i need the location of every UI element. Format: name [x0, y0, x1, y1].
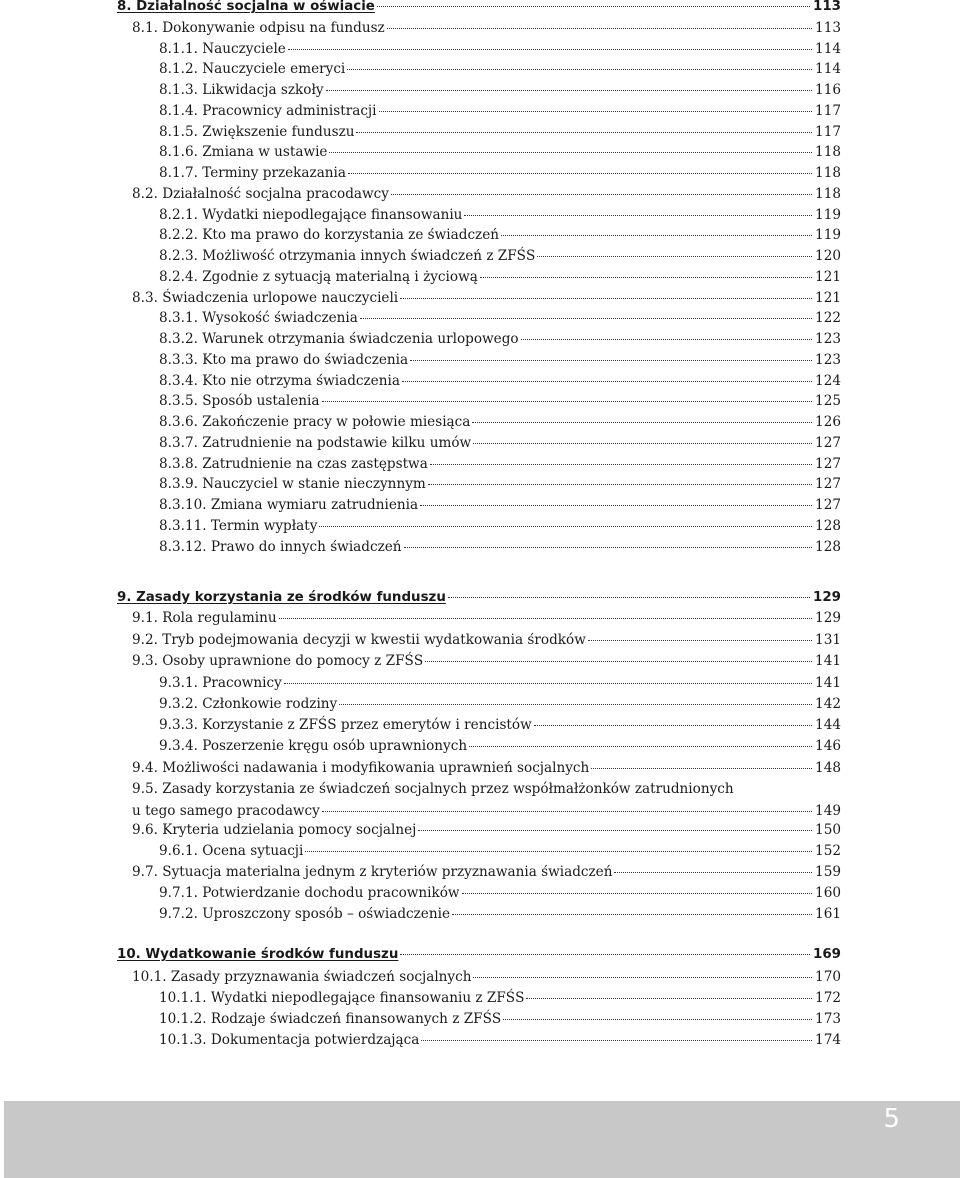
toc-page-number: 148 [815, 760, 841, 776]
toc-entry-title: 8.3.11. Termin wypłaty [159, 517, 318, 534]
toc-entry[interactable] [159, 38, 841, 60]
toc-page-number: 127 [815, 455, 841, 472]
toc-entry-title: 9.6. Kryteria udzielania pomocy socjalnej [132, 822, 417, 838]
toc-entry-title: 8.3.4. Kto nie otrzyma świadczenia [159, 372, 400, 389]
toc-entry[interactable] [159, 121, 841, 143]
toc-entry-row [159, 224, 841, 246]
dot-leader [526, 998, 812, 999]
toc-entry-title: 9. Zasady korzystania ze środków funduszu [117, 590, 446, 605]
toc-entry[interactable] [159, 987, 841, 1009]
toc-entry-row [132, 861, 841, 883]
toc-page-number: 150 [815, 822, 841, 838]
toc-entry-title: 10.1.3. Dokumentacja potwierdzająca [159, 1032, 420, 1048]
toc-entry-row [132, 17, 841, 39]
toc-entry-row [159, 162, 841, 184]
toc-entry[interactable] [159, 735, 841, 757]
dot-leader [279, 618, 812, 619]
toc-entry-title: 8.3.6. Zakończenie pracy w połowie miesiąca [159, 414, 471, 430]
toc-entry-row [159, 987, 841, 1009]
footer-bar [4, 1101, 960, 1178]
dot-leader [521, 339, 812, 340]
dot-leader [347, 69, 812, 70]
dot-leader [377, 6, 810, 7]
toc-page-number: 113 [813, 0, 841, 14]
toc-entry-row [159, 840, 841, 862]
toc-entry[interactable] [159, 672, 841, 694]
toc-page-number: 119 [815, 206, 841, 223]
toc-entry-title: 9.4. Możliwości nadawania i modyfikowania uprawnień socjalnych [132, 760, 590, 776]
toc-entry-row [159, 58, 841, 80]
toc-entry-row [132, 629, 841, 651]
toc-entry-row [132, 966, 841, 988]
toc-page-number: 126 [815, 414, 841, 430]
toc-entry-row [159, 515, 841, 537]
toc-entry-title: u tego samego pracodawcy [132, 803, 320, 819]
toc-entry-row [117, 944, 841, 966]
toc-page-number: 117 [815, 102, 841, 119]
toc-entry[interactable] [132, 861, 841, 883]
dot-leader [288, 49, 812, 50]
toc-entry-row [159, 100, 841, 122]
toc-entry-row [159, 453, 841, 475]
dot-leader [319, 526, 812, 527]
toc-page-number: 119 [815, 227, 841, 244]
toc-page-number: 161 [815, 906, 841, 922]
dot-leader [418, 830, 812, 831]
toc-entry[interactable] [159, 515, 841, 537]
toc-entry[interactable] [159, 882, 841, 904]
toc-entry-title: 8.2.2. Kto ma prawo do korzystania ze świadczeń [159, 227, 500, 244]
toc-entry-row [132, 183, 841, 205]
toc-entry-title: 8.3. Świadczenia urlopowe nauczycieli [132, 289, 399, 306]
dot-leader [503, 1019, 812, 1020]
toc-entry-title: 8.2.3. Możliwość otrzymania innych świadczeń z ZFŚS [159, 248, 536, 264]
toc-entry[interactable] [132, 757, 841, 779]
dot-leader [400, 954, 810, 955]
toc-entry-row [159, 38, 841, 60]
dot-leader [588, 640, 812, 641]
dot-leader [322, 401, 813, 402]
toc-entry-row [159, 1029, 841, 1051]
toc-entry[interactable] [159, 714, 841, 736]
toc-entry-row [159, 79, 841, 101]
toc-entry-row [159, 370, 841, 392]
toc-entry[interactable] [159, 370, 841, 392]
toc-page-number: 141 [815, 653, 841, 669]
toc-entry-title: 8.3.1. Wysokość świadczenia [159, 310, 358, 327]
dot-leader [452, 914, 812, 915]
dot-leader [464, 215, 812, 216]
toc-entry-row [117, 0, 841, 18]
toc-page-number: 128 [815, 538, 841, 555]
toc-page-number: 113 [815, 19, 841, 36]
dot-leader [339, 704, 812, 705]
dot-leader [480, 277, 812, 278]
toc-entry-row [159, 245, 841, 267]
toc-entry-title: 8.2. Działalność socjalna pracodawcy [132, 185, 389, 202]
toc-entry-title: 9.3.2. Członkowie rodziny [159, 696, 338, 712]
dot-leader [448, 597, 810, 598]
dot-leader [430, 464, 812, 465]
toc-page-number: 116 [815, 82, 841, 98]
toc-page-number: 124 [815, 372, 841, 389]
toc-page-number: 127 [815, 476, 841, 493]
dot-leader [462, 893, 812, 894]
toc-entry[interactable] [159, 245, 841, 267]
dot-leader [400, 298, 812, 299]
toc-page-number: 174 [815, 1032, 841, 1048]
toc-page-number: 129 [815, 610, 841, 626]
toc-entry-title: 9.5. Zasady korzystania ze świadczeń socjalnych przez współmałżonków zatrudnionych [132, 781, 734, 797]
dot-leader [360, 318, 812, 319]
toc-entry[interactable] [132, 607, 841, 629]
toc-entry-title: 9.3.4. Poszerzenie kręgu osób uprawnionych [159, 738, 468, 754]
toc-page-number: 131 [815, 632, 841, 648]
toc-entry-title: 8.3.5. Sposób ustalenia [159, 393, 320, 410]
toc-entry-title: 9.3.3. Korzystanie z ZFŚS przez emerytów i rencistów [159, 717, 532, 733]
toc-entry-title: 9.2. Tryb podejmowania decyzji w kwestii wydatkowania środków [132, 632, 586, 648]
toc-entry-title: 8.3.2. Warunek otrzymania świadczenia urlopowego [159, 331, 519, 347]
toc-page-number: 117 [815, 123, 841, 140]
toc-page-number: 129 [813, 590, 841, 605]
toc-entry-title: 9.7.1. Potwierdzanie dochodu pracowników [159, 885, 460, 901]
toc-page-number: 159 [815, 864, 841, 880]
toc-entry-row [159, 349, 841, 371]
toc-page-number: 172 [815, 990, 841, 1006]
toc-entry-title: 9.7. Sytuacja materialna jednym z kryteriów przyznawania świadczeń [132, 864, 613, 880]
dot-leader [391, 194, 812, 195]
toc-entry-row [159, 411, 841, 433]
toc-page-number: 160 [815, 885, 841, 901]
dot-leader [322, 811, 812, 812]
dot-leader [501, 235, 812, 236]
toc-entry[interactable] [159, 58, 841, 80]
toc-entry-title: 9.3. Osoby uprawnione do pomocy z ZFŚS [132, 653, 424, 669]
dot-leader [379, 111, 813, 112]
toc-page-number: 122 [815, 310, 841, 327]
toc-page-number: 114 [815, 61, 841, 78]
dot-leader [420, 505, 812, 506]
toc-entry-row [159, 121, 841, 143]
toc-entry-row [159, 328, 841, 350]
toc-entry-row [132, 650, 841, 672]
toc-entry-row [159, 432, 841, 454]
toc-entry-row [159, 536, 841, 558]
toc-entry[interactable] [159, 266, 841, 288]
toc-page-number: 152 [815, 843, 841, 859]
toc-page-number: 123 [815, 351, 841, 368]
toc-entry-title: 8.3.12. Prawo do innych świadczeń [159, 538, 402, 555]
dot-leader [387, 28, 812, 29]
toc-entry[interactable] [132, 650, 841, 672]
toc-entry-row [132, 287, 841, 309]
toc-entry-title: 8.3.7. Zatrudnienie na podstawie kilku umów [159, 434, 472, 451]
toc-entry-row [159, 714, 841, 736]
dot-leader [284, 683, 812, 684]
toc-chapter[interactable] [117, 0, 841, 18]
toc-page-number: 125 [815, 393, 841, 410]
dot-leader [473, 443, 812, 444]
toc-chapter[interactable] [117, 944, 841, 966]
toc-entry[interactable] [159, 453, 841, 475]
toc-entry-title: 8.1.7. Terminy przekazania [159, 165, 346, 181]
toc-entry-title: 8.1.1. Nauczyciele [159, 40, 286, 57]
dot-leader [326, 90, 813, 91]
dot-leader [305, 851, 812, 852]
toc-entry-title: 9.6.1. Ocena sytuacji [159, 843, 304, 859]
toc-entry-row [159, 1008, 841, 1030]
toc-entry[interactable] [159, 204, 841, 226]
toc-entry-title: 8.1.2. Nauczyciele emeryci [159, 61, 346, 78]
toc-entry-title: 8.3.9. Nauczyciel w stanie nieczynnym [159, 476, 426, 493]
toc-entry-title: 8.1.4. Pracownicy administracji [159, 102, 377, 119]
toc-page-number: 149 [815, 803, 841, 819]
toc-entry[interactable] [159, 903, 841, 925]
toc-page-number: 127 [815, 434, 841, 451]
toc-entry[interactable] [132, 629, 841, 651]
toc-entry-title: 9.7.2. Uproszczony sposób – oświadczenie [159, 906, 451, 922]
toc-entry-row [159, 266, 841, 288]
toc-entry-title: 8.1.5. Zwiększenie funduszu [159, 123, 355, 140]
toc-entry-title: 9.3.1. Pracownicy [159, 675, 282, 691]
toc-page-number: 144 [815, 717, 841, 733]
toc-entry-row [159, 307, 841, 329]
toc-chapter[interactable] [117, 587, 841, 609]
toc-entry-title: 8.3.8. Zatrudnienie na czas zastępstwa [159, 455, 428, 472]
toc-page-number: 128 [815, 517, 841, 534]
toc-entry-row [132, 607, 841, 629]
toc-entry[interactable] [159, 390, 841, 412]
dot-leader [537, 256, 812, 257]
dot-leader [473, 977, 812, 978]
toc-entry[interactable] [159, 141, 841, 163]
dot-leader [591, 768, 812, 769]
toc-entry-title: 8. Działalność socjalna w oświacie [117, 0, 375, 14]
toc-page-number: 121 [815, 289, 841, 306]
toc-entry-title: 8.2.1. Wydatki niepodlegające finansowaniu [159, 206, 463, 223]
toc-entry-title: 9.1. Rola regulaminu [132, 610, 277, 626]
toc-page-number: 173 [815, 1011, 841, 1027]
toc-page-number: 127 [815, 497, 841, 513]
dot-leader [425, 661, 812, 662]
toc-entry-row [159, 473, 841, 495]
toc-page-number: 120 [815, 248, 841, 264]
toc-page-number: 169 [813, 947, 841, 962]
toc-entry[interactable] [159, 411, 841, 433]
toc-entry-title: 10.1. Zasady przyznawania świadczeń socjalnych [132, 969, 472, 985]
toc-entry-row [159, 204, 841, 226]
toc-page-number: 121 [815, 268, 841, 285]
toc-entry-row [159, 735, 841, 757]
toc-entry[interactable] [132, 17, 841, 39]
toc-entry[interactable] [132, 183, 841, 205]
toc-entry-row [159, 903, 841, 925]
toc-entry[interactable] [159, 328, 841, 350]
toc-entry[interactable] [159, 307, 841, 329]
toc-entry-title: 10.1.1. Wydatki niepodlegające finansowaniu z ZFŚS [159, 990, 525, 1006]
toc-entry-title: 8.3.10. Zmiana wymiaru zatrudnienia [159, 497, 419, 513]
toc-page-number: 118 [815, 185, 841, 202]
toc-page-number: 141 [815, 675, 841, 691]
dot-leader [534, 725, 812, 726]
toc-entry-row [159, 672, 841, 694]
dot-leader [614, 872, 812, 873]
dot-leader [356, 132, 812, 133]
dot-leader [472, 422, 812, 423]
toc-entry[interactable] [159, 79, 841, 101]
toc-entry-row [132, 757, 841, 779]
dot-leader [329, 152, 812, 153]
toc-page-number: 114 [815, 40, 841, 57]
toc-entry-row [159, 390, 841, 412]
toc-entry[interactable] [132, 819, 841, 841]
toc-page-number: 142 [815, 696, 841, 712]
toc-page-number: 118 [815, 165, 841, 181]
toc-entry-row [159, 494, 841, 516]
dot-leader [404, 547, 813, 548]
page-number: 5 [883, 1104, 900, 1134]
toc-entry[interactable] [159, 224, 841, 246]
toc-page-number: 146 [815, 738, 841, 754]
toc-entry[interactable] [159, 1029, 841, 1051]
toc-entry-row [132, 819, 841, 841]
toc-entry-title: 8.1.6. Zmiana w ustawie [159, 144, 328, 161]
toc-entry[interactable] [159, 494, 841, 516]
toc-entry[interactable] [159, 1008, 841, 1030]
toc-entry[interactable] [159, 162, 841, 184]
toc-entry-row [159, 693, 841, 715]
toc-entry[interactable] [132, 966, 841, 988]
dot-leader [421, 1040, 812, 1041]
toc-entry[interactable] [159, 693, 841, 715]
toc-entry[interactable] [159, 349, 841, 371]
toc-entry-row [117, 587, 841, 609]
toc-page-number: 123 [815, 331, 841, 347]
toc-entry[interactable] [159, 473, 841, 495]
toc-entry[interactable] [159, 536, 841, 558]
toc-entry-title: 10.1.2. Rodzaje świadczeń finansowanych z ZFŚS [159, 1011, 502, 1027]
toc-entry[interactable] [159, 840, 841, 862]
dot-leader [410, 360, 812, 361]
toc-entry[interactable] [132, 287, 841, 309]
dot-leader [469, 746, 812, 747]
toc-page-number: 118 [815, 144, 841, 161]
dot-leader [348, 173, 812, 174]
toc-entry-title: 8.2.4. Zgodnie z sytuacją materialną i życiową [159, 268, 478, 285]
toc-entry-row [159, 882, 841, 904]
dot-leader [402, 381, 812, 382]
toc-entry[interactable] [159, 432, 841, 454]
toc-entry-title: 8.3.3. Kto ma prawo do świadczenia [159, 351, 409, 368]
toc-entry-title: 8.1.3. Likwidacja szkoły [159, 82, 324, 98]
toc-entry-title: 10. Wydatkowanie środków funduszu [117, 947, 399, 962]
toc-entry-row [159, 141, 841, 163]
toc-page-number: 170 [815, 969, 841, 985]
dot-leader [428, 484, 812, 485]
toc-entry-title: 8.1. Dokonywanie odpisu na fundusz [132, 19, 385, 36]
toc-entry[interactable] [159, 100, 841, 122]
toc-entry[interactable] [132, 778, 841, 822]
